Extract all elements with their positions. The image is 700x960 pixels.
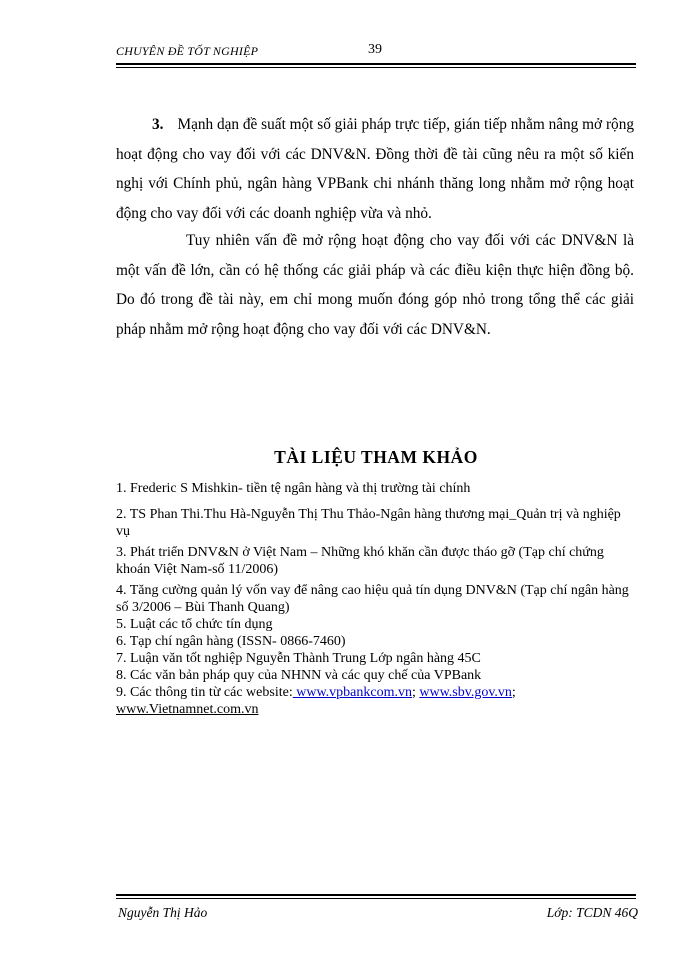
reference-item: 2. TS Phan Thi.Thu Hà-Nguyễn Thị Thu Thảo-Ngân hàng thương mại_Quản trị và nghiệp vụ — [116, 507, 621, 539]
references-list — [116, 480, 634, 718]
paragraph-text: Tuy nhiên vấn đề mở rộng hoạt động cho vay đối với các DNV&N là một vấn đề lớn, cần có hệ thống các giải pháp và các điều kiện thực hiện đồng bộ. Do đó trong đề tài này, em chỉ mong muốn đóng góp nhỏ trong tổng thể các giải pháp nhằm mở rộng hoạt động cho vay đối với các DNV&N. — [116, 232, 634, 338]
paragraph-text: Mạnh dạn đề suất một số giải pháp trực tiếp, gián tiếp nhằm nâng mở rộng hoạt động cho vay đối với các DNV&N. Đồng thời đề tài cũng nêu ra một số kiến nghị với Chính phủ, ngân hàng VPBank chi nhánh thăng long nhằm mở rộng hoạt động cho vay đối với các doanh nghiệp vừa và nhỏ. — [116, 116, 634, 222]
separator: ; — [511, 685, 516, 700]
references-title: TÀI LIỆU THAM KHẢO — [274, 447, 478, 467]
footer-rule-thin — [116, 898, 636, 899]
footer-author: Nguyễn Thị Hảo — [118, 905, 208, 920]
paragraph-point-3 — [116, 110, 634, 228]
footer-class: Lớp: TCDN 46Q — [546, 905, 638, 920]
link-sbv[interactable]: www.sbv.gov.vn — [419, 685, 512, 700]
header-rule-thick — [116, 63, 636, 65]
paragraph-conclusion — [116, 226, 634, 344]
reference-item: 8. Các văn bản pháp quy của NHNN và các quy chế của VPBank — [116, 668, 482, 683]
link-vpbank[interactable]: www.vpbankcom.vn — [292, 685, 412, 700]
reference-item-websites — [116, 684, 634, 718]
reference-item: 5. Luật các tổ chức tín dụng — [116, 617, 273, 632]
separator: ; — [411, 685, 420, 700]
link-vietnamnet[interactable]: www.Vietnamnet.com.vn — [116, 702, 259, 717]
point-number: 3. — [152, 116, 164, 133]
page-number: 39 — [368, 42, 382, 57]
footer-rule-thick — [116, 894, 636, 896]
websites-label: 9. Các thông tin từ các website: — [116, 685, 293, 700]
reference-item: 3. Phát triển DNV&N ở Việt Nam – Những khó khăn cần được tháo gỡ (Tạp chí chứng khoán Việt Nam-số 11/2006) — [116, 545, 604, 577]
reference-item: 1. Frederic S Mishkin- tiền tệ ngân hàng và thị trường tài chính — [116, 481, 471, 496]
reference-item: 7. Luận văn tốt nghiệp Nguyễn Thành Trung Lớp ngân hàng 45C — [116, 651, 481, 666]
reference-item: 4. Tăng cường quản lý vốn vay để nâng cao hiệu quả tín dụng DNV&N (Tạp chí ngân hàng số 3/2006 – Bùi Thanh Quang) — [116, 583, 629, 615]
reference-item: 6. Tạp chí ngân hàng (ISSN- 0866-7460) — [116, 634, 346, 649]
header-rule-thin — [116, 67, 636, 68]
header-title: CHUYÊN ĐỀ TỐT NGHIỆP — [116, 44, 259, 58]
